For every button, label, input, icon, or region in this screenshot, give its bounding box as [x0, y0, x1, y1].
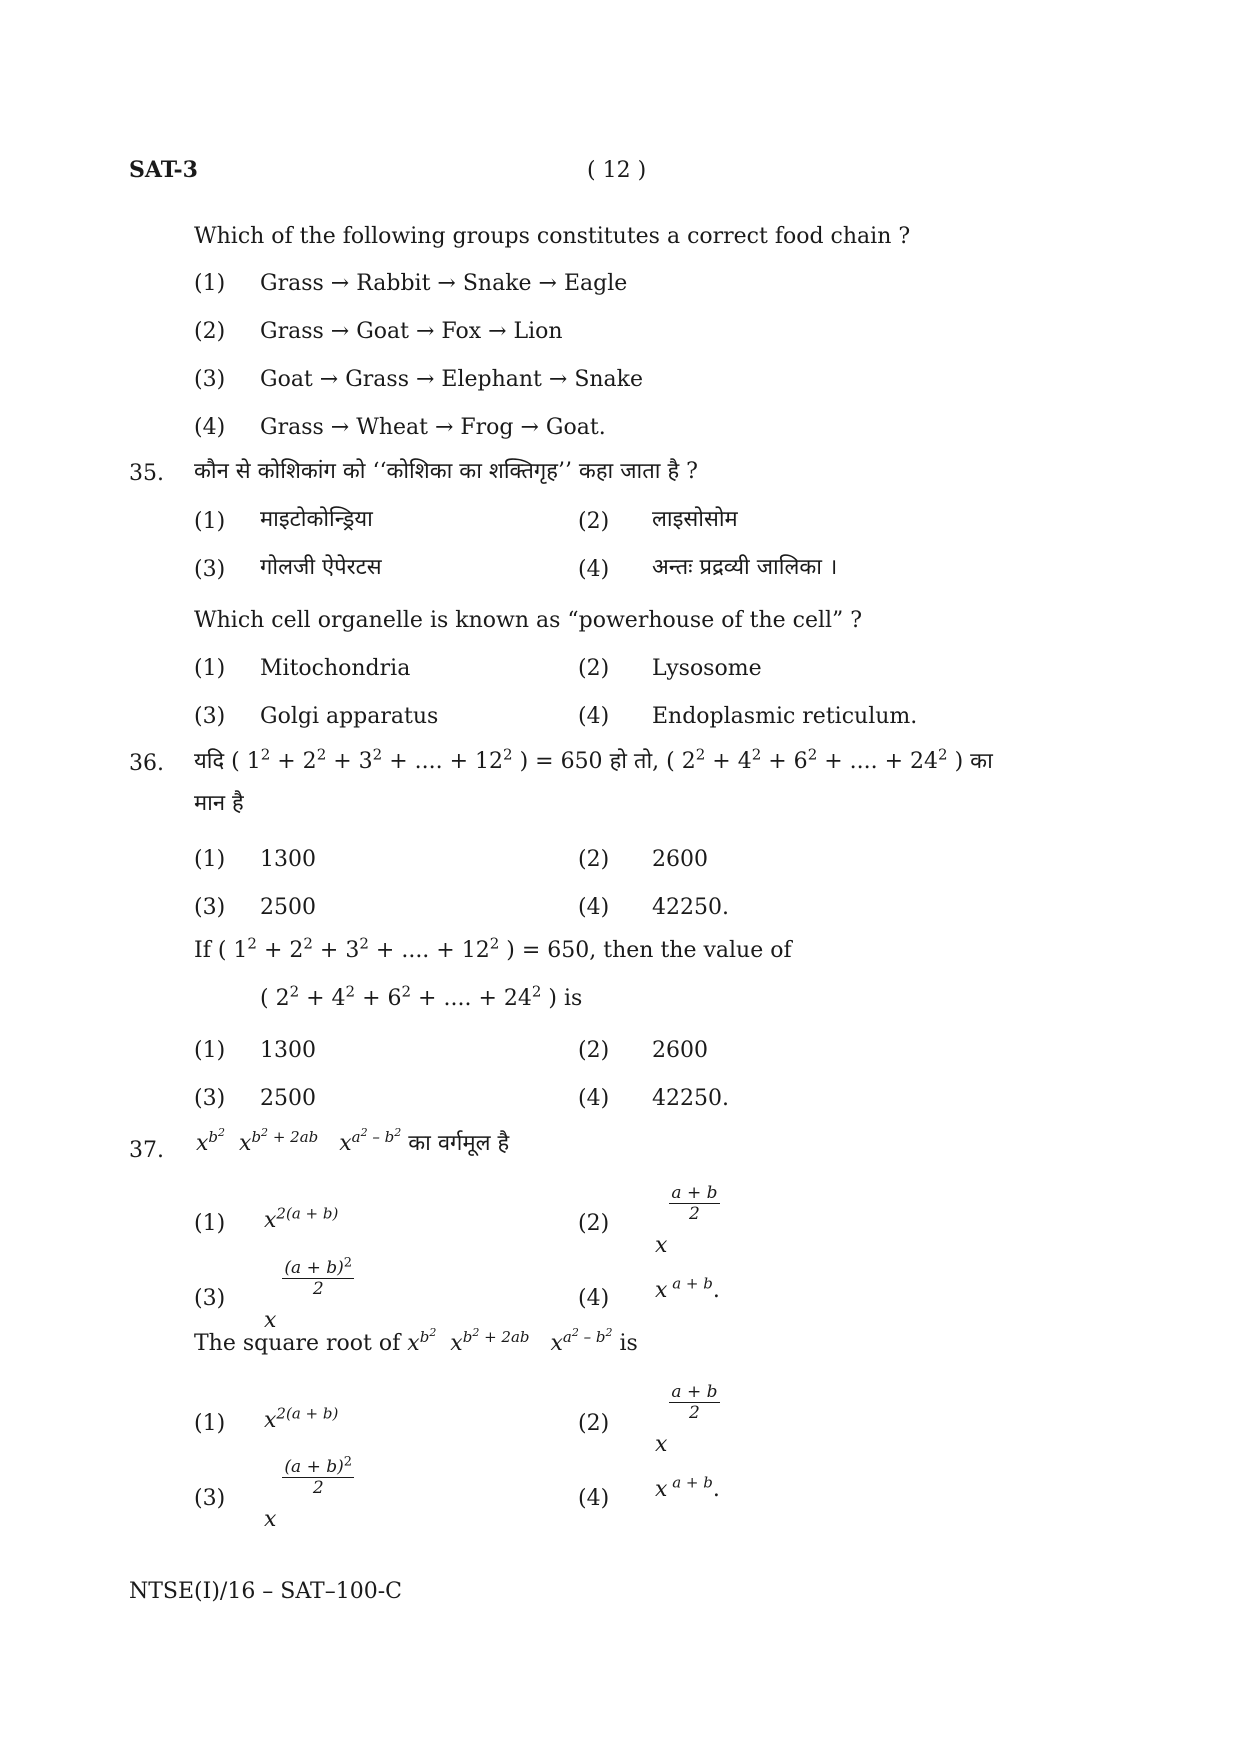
q37-en-option-1-num: (1)	[194, 1411, 226, 1436]
q36-option-2: 2600	[652, 847, 708, 872]
q36-number: 36.	[129, 751, 164, 776]
q37-question-en: The square root of $x^{b^2}$ $x^{b^2 + 2ab}$ $x^{a^2 - b^2}$ is	[194, 1325, 638, 1356]
q36-en-sum2: ( $2^2 + 4^2 + 6^2$ + .... + $24^2$	[260, 982, 542, 1011]
q36-en-option-1-num: (1)	[194, 1038, 226, 1063]
q36-en-option-2-num: (2)	[578, 1038, 610, 1063]
q37-en-option-2: x $\frac{a + b}{2}$	[655, 1382, 718, 1457]
q36-en-option-4-num: (4)	[578, 1086, 610, 1111]
q34-option-1-num: (1)	[194, 271, 226, 296]
q35-hi-option-2-num: (2)	[578, 509, 610, 534]
q34-option-1: Grass → Rabbit → Snake → Eagle	[260, 271, 628, 296]
q37-en-option-4-num: (4)	[578, 1486, 610, 1511]
paper-code: SAT-3	[129, 157, 198, 183]
q35-hi-option-3: गोलजी ऐपेरटस	[260, 555, 382, 580]
q34-option-4: Grass → Wheat → Frog → Goat.	[260, 415, 606, 440]
page-number: ( 12 )	[587, 158, 647, 183]
q36-en-option-4: 42250.	[652, 1086, 729, 1111]
q35-en-option-1: Mitochondria	[260, 656, 411, 681]
q36-question-en-line2: ( $2^2 + 4^2 + 6^2$ + .... + $24^2$ ) is	[260, 982, 583, 1011]
footer-code: NTSE(I)/16 – SAT–100-C	[129, 1579, 402, 1604]
q37-option-1-num: (1)	[194, 1211, 226, 1236]
q35-hi-option-3-num: (3)	[194, 557, 226, 582]
q35-en-option-2-num: (2)	[578, 656, 610, 681]
q36-hi-sum1: ( $1^2 + 2^2 + 3^2$ + .... + $12^2$	[231, 745, 513, 774]
q35-en-option-4-num: (4)	[578, 704, 610, 729]
q34-option-2-num: (2)	[194, 319, 226, 344]
q35-en-option-3: Golgi apparatus	[260, 704, 439, 729]
q37-option-1: $x^{2(a + b)}$	[264, 1204, 339, 1233]
q37-en-option-3-num: (3)	[194, 1486, 226, 1511]
q34-question-en: Which of the following groups constitutes a correct food chain ?	[194, 224, 911, 249]
q37-option-3-num: (3)	[194, 1286, 226, 1311]
q36-hi-sum2: ( $2^2 + 4^2 + 6^2$ + .... + $24^2$ )	[666, 745, 964, 774]
q37-option-4-num: (4)	[578, 1286, 610, 1311]
q37-en-option-3: x $\frac{(a + b)^2}{2}$	[264, 1454, 353, 1532]
q36-en-option-1: 1300	[260, 1038, 316, 1063]
q35-hi-option-4: अन्तः प्रद्रव्यी जालिका ।	[652, 555, 838, 580]
q35-question-hi: कौन से कोशिकांग को ‘‘कोशिका का शक्तिगृह’’ कहा जाता है ?	[194, 459, 698, 484]
q36-en-sum1: ( $1^2 + 2^2 + 3^2$ + .... + $12^2$	[217, 934, 500, 963]
q35-en-option-4: Endoplasmic reticulum.	[652, 704, 918, 729]
q37-en-option-4: x $^{a + b}$.	[655, 1473, 720, 1502]
q37-option-2-num: (2)	[578, 1211, 610, 1236]
q37-en-expression: $x^{b^2}$ $x^{b^2 + 2ab}$ $x^{a^2 - b^2}$	[407, 1325, 613, 1356]
q37-expression: $x^{b^2}$ $x^{b^2 + 2ab}$ $x^{a^2 - b^2}$	[196, 1125, 402, 1156]
q37-option-3: x $\frac{(a + b)^2}{2}$	[264, 1255, 353, 1333]
q36-option-2-num: (2)	[578, 847, 610, 872]
q37-en-option-2-num: (2)	[578, 1411, 610, 1436]
q36-question-hi-line1: यदि ( $1^2 + 2^2 + 3^2$ + .... + $12^2$ ) = 650 हो तो, ( $2^2 + 4^2 + 6^2$ + .... + $24^2$ ) का	[194, 745, 993, 774]
q34-option-4-num: (4)	[194, 415, 226, 440]
q37-option-2: x $\frac{a + b}{2}$	[655, 1183, 718, 1258]
q35-hi-option-2: लाइसोसोम	[652, 507, 738, 532]
q34-option-2: Grass → Goat → Fox → Lion	[260, 319, 563, 344]
q35-hi-option-4-num: (4)	[578, 557, 610, 582]
q37-option-4: x $^{a + b}$.	[655, 1274, 720, 1303]
q36-option-4-num: (4)	[578, 895, 610, 920]
q36-en-option-2: 2600	[652, 1038, 708, 1063]
q37-question-hi: $x^{b^2}$ $x^{b^2 + 2ab}$ $x^{a^2 - b^2}$ का वर्गमूल है	[196, 1125, 510, 1156]
q35-en-option-2: Lysosome	[652, 656, 762, 681]
q34-option-3-num: (3)	[194, 367, 226, 392]
q34-option-3: Goat → Grass → Elephant → Snake	[260, 367, 644, 392]
q36-en-option-3-num: (3)	[194, 1086, 226, 1111]
q36-option-1-num: (1)	[194, 847, 226, 872]
q35-hi-option-1: माइटोकोन्ड्रिया	[260, 507, 373, 532]
q36-option-3-num: (3)	[194, 895, 226, 920]
q36-question-hi-line2: मान है	[194, 791, 244, 816]
q35-hi-option-1-num: (1)	[194, 509, 226, 534]
q35-en-option-3-num: (3)	[194, 704, 226, 729]
q36-option-1: 1300	[260, 847, 316, 872]
q37-number: 37.	[129, 1138, 164, 1163]
q35-number: 35.	[129, 461, 164, 486]
q36-option-4: 42250.	[652, 895, 729, 920]
q35-question-en: Which cell organelle is known as “powerhouse of the cell” ?	[194, 608, 863, 633]
q35-en-option-1-num: (1)	[194, 656, 226, 681]
q37-en-option-1: $x^{2(a + b)}$	[264, 1404, 339, 1433]
q36-en-option-3: 2500	[260, 1086, 316, 1111]
q36-option-3: 2500	[260, 895, 316, 920]
q36-question-en-line1: If ( $1^2 + 2^2 + 3^2$ + .... + $12^2$ ) = 650, then the value of	[194, 934, 792, 963]
